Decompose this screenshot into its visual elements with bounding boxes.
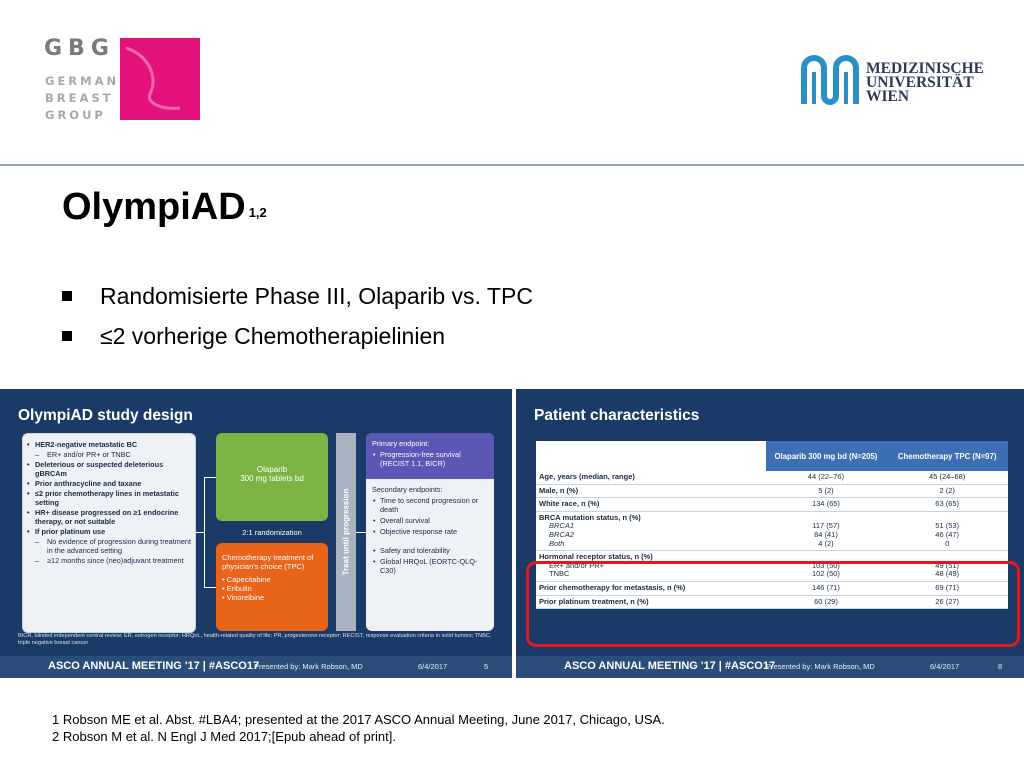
meduni-line-3: WIEN bbox=[866, 88, 910, 105]
gbg-logo-mark bbox=[120, 38, 200, 120]
secondary-endpoints bbox=[366, 479, 494, 575]
randomization-label: 2:1 randomization bbox=[242, 528, 302, 537]
slide-page: 8 bbox=[998, 662, 1003, 671]
slide-page: 5 bbox=[484, 662, 489, 671]
treat-until-progression-bar bbox=[336, 433, 356, 631]
eligibility-box bbox=[22, 433, 196, 633]
slide-footer bbox=[0, 656, 512, 678]
title-main: OlympiAD bbox=[62, 186, 246, 228]
table-row bbox=[536, 511, 1008, 550]
primary-endpoint bbox=[366, 433, 494, 479]
abbreviations-note: BICR, blinded independent central review; ER, estrogen receptor; HRQoL, health-related quality of life; PR, progesterone receptor; RECIST, response evaluation criteria in solid tumors; TNBC, triple negative breast cancer bbox=[18, 633, 492, 646]
olaparib-value: 103 (50) 102 (50) bbox=[766, 551, 887, 582]
patient-characteristics-title: Patient characteristics bbox=[534, 407, 700, 424]
study-design-slide bbox=[0, 389, 512, 678]
olaparib-value: 44 (22–76) bbox=[766, 471, 887, 484]
eligibility-item: • ≤2 prior chemotherapy lines in metastatic setting bbox=[35, 489, 191, 507]
slide-date: 6/4/2017 bbox=[418, 662, 448, 671]
chemo-arm-box bbox=[216, 543, 328, 631]
secondary-endpoint-item: • Overall survival bbox=[380, 516, 488, 525]
presenter-label: Presented by: Mark Robson, MD bbox=[766, 662, 875, 671]
breast-silhouette-icon bbox=[120, 38, 200, 120]
chemo-value: 45 (24–68) bbox=[886, 471, 1008, 484]
arrow-to-chemo bbox=[204, 587, 216, 588]
reference-item: 2 Robson M et al. N Engl J Med 2017;[Epub ahead of print]. bbox=[52, 729, 396, 744]
arrow-to-endpoints bbox=[356, 532, 366, 533]
row-label: Age, years (median, range) bbox=[536, 471, 766, 484]
header-divider bbox=[0, 164, 1024, 166]
chemo-value: 63 (65) bbox=[886, 498, 1008, 512]
chemo-value: 49 (51) 48 (49) bbox=[886, 551, 1008, 582]
olaparib-value: 60 (29) bbox=[766, 595, 887, 609]
eligibility-item: – ≥12 months since (neo)adjuvant treatment bbox=[35, 556, 191, 565]
presenter-label: Presented by: Mark Robson, MD bbox=[254, 662, 363, 671]
chemo-value: 51 (53) 46 (47) 0 bbox=[886, 511, 1008, 550]
row-label: Prior chemotherapy for metastasis, n (%) bbox=[536, 581, 766, 595]
row-label: Prior platinum treatment, n (%) bbox=[536, 595, 766, 609]
olaparib-value: 117 (57) 84 (41) 4 (2) bbox=[766, 511, 887, 550]
table-header-cell: Chemotherapy TPC (N=97) bbox=[886, 441, 1008, 471]
row-label: Male, n (%) bbox=[536, 484, 766, 498]
table-row bbox=[536, 484, 1008, 498]
eligibility-item: – No evidence of progression during treatment in the advanced setting bbox=[35, 537, 191, 555]
treat-label: Treat until progression bbox=[341, 488, 351, 576]
chemo-value: 69 (71) bbox=[886, 581, 1008, 595]
secondary-endpoints-list bbox=[372, 496, 488, 536]
chemo-value: 2 (2) bbox=[886, 484, 1008, 498]
bullet-text: ≤2 vorherige Chemotherapielinien bbox=[100, 323, 446, 349]
meduni-mark-icon bbox=[800, 52, 862, 112]
table-row bbox=[536, 498, 1008, 512]
meeting-label: ASCO ANNUAL MEETING '17 | #ASCO17 bbox=[48, 660, 260, 672]
secondary-endpoints-title: Secondary endpoints: bbox=[372, 485, 443, 494]
olaparib-dose: 300 mg tablets bd bbox=[240, 474, 304, 483]
primary-endpoint-title: Primary endpoint: bbox=[372, 439, 430, 448]
meeting-label: ASCO ANNUAL MEETING '17 | #ASCO17 bbox=[564, 660, 776, 672]
other-endpoint-item: • Safety and tolerability bbox=[380, 546, 488, 555]
title-superscript: 1,2 bbox=[248, 205, 267, 220]
eligibility-item: • Prior anthracycline and taxane bbox=[35, 479, 191, 488]
secondary-endpoint-item: • Objective response rate bbox=[380, 527, 488, 536]
bullet-square-icon bbox=[62, 291, 72, 301]
arrow-to-olaparib bbox=[204, 477, 216, 478]
highlight-box bbox=[526, 561, 1020, 647]
other-endpoints-list bbox=[372, 546, 488, 575]
eligibility-item: • HER2-negative metastatic BC bbox=[35, 440, 191, 449]
eligibility-item: • If prior platinum use bbox=[35, 527, 191, 536]
table-header-cell bbox=[536, 441, 766, 471]
endpoints-box bbox=[366, 433, 494, 631]
gbg-line-2: BREAST bbox=[45, 91, 114, 105]
study-design-title: OlympiAD study design bbox=[18, 407, 193, 424]
olaparib-arm-box bbox=[216, 433, 328, 521]
patient-characteristics-slide bbox=[516, 389, 1024, 678]
chemo-title: Chemotherapy treatment of physician's choice (TPC) bbox=[222, 553, 314, 571]
slide-footer bbox=[516, 656, 1024, 678]
row-label: BRCA mutation status, n (%) BRCA1 BRCA2 Both bbox=[536, 511, 766, 550]
bullet-square-icon bbox=[62, 331, 72, 341]
eligibility-list bbox=[23, 440, 195, 565]
eligibility-item: • HR+ disease progressed on ≥1 endocrine therapy, or not suitable bbox=[35, 508, 191, 526]
chemo-item: • Vinorelbine bbox=[222, 593, 265, 602]
olaparib-value: 5 (2) bbox=[766, 484, 887, 498]
chemo-value: 26 (27) bbox=[886, 595, 1008, 609]
meduni-wien-logo bbox=[800, 52, 990, 114]
other-endpoint-item: • Global HRQoL (EORTC-QLQ-C30) bbox=[380, 557, 488, 575]
table-header-cell: Olaparib 300 mg bd (N=205) bbox=[766, 441, 887, 471]
meduni-line-1: MEDIZINISCHE bbox=[866, 60, 984, 77]
table-row bbox=[536, 471, 1008, 484]
chemo-item: • Eribulin bbox=[222, 584, 252, 593]
eligibility-item: – ER+ and/or PR+ or TNBC bbox=[35, 450, 191, 459]
page-title bbox=[62, 186, 267, 229]
olaparib-value: 146 (71) bbox=[766, 581, 887, 595]
row-label: Hormonal receptor status, n (%) ER+ and/or PR+ TNBC bbox=[536, 551, 766, 582]
connector-line bbox=[204, 477, 205, 587]
primary-endpoint-item: • Progression-free survival (RECIST 1.1, BICR) bbox=[380, 450, 488, 468]
bullet-text: Randomisierte Phase III, Olaparib vs. TPC bbox=[100, 283, 533, 309]
chemo-item: • Capecitabine bbox=[222, 575, 271, 584]
table-header-row bbox=[536, 441, 1008, 471]
gbg-line-3: GROUP bbox=[45, 108, 106, 122]
olaparib-label: Olaparib bbox=[256, 465, 288, 474]
eligibility-item: • Deleterious or suspected deleterious gBRCAm bbox=[35, 460, 191, 478]
olaparib-value: 134 (65) bbox=[766, 498, 887, 512]
gbg-abbr: GBG bbox=[44, 36, 115, 61]
primary-endpoint-list bbox=[372, 450, 488, 468]
slide-date: 6/4/2017 bbox=[930, 662, 960, 671]
gbg-logo bbox=[40, 30, 202, 125]
meduni-line-2: UNIVERSITÄT bbox=[866, 74, 974, 91]
reference-item: 1 Robson ME et al. Abst. #LBA4; presented at the 2017 ASCO Annual Meeting, June 2017, Chicago, USA. bbox=[52, 712, 665, 727]
row-label: White race, n (%) bbox=[536, 498, 766, 512]
secondary-endpoint-item: • Time to second progression or death bbox=[380, 496, 488, 514]
gbg-line-1: GERMAN bbox=[45, 74, 120, 88]
connector-line bbox=[194, 532, 204, 533]
references bbox=[52, 711, 665, 745]
